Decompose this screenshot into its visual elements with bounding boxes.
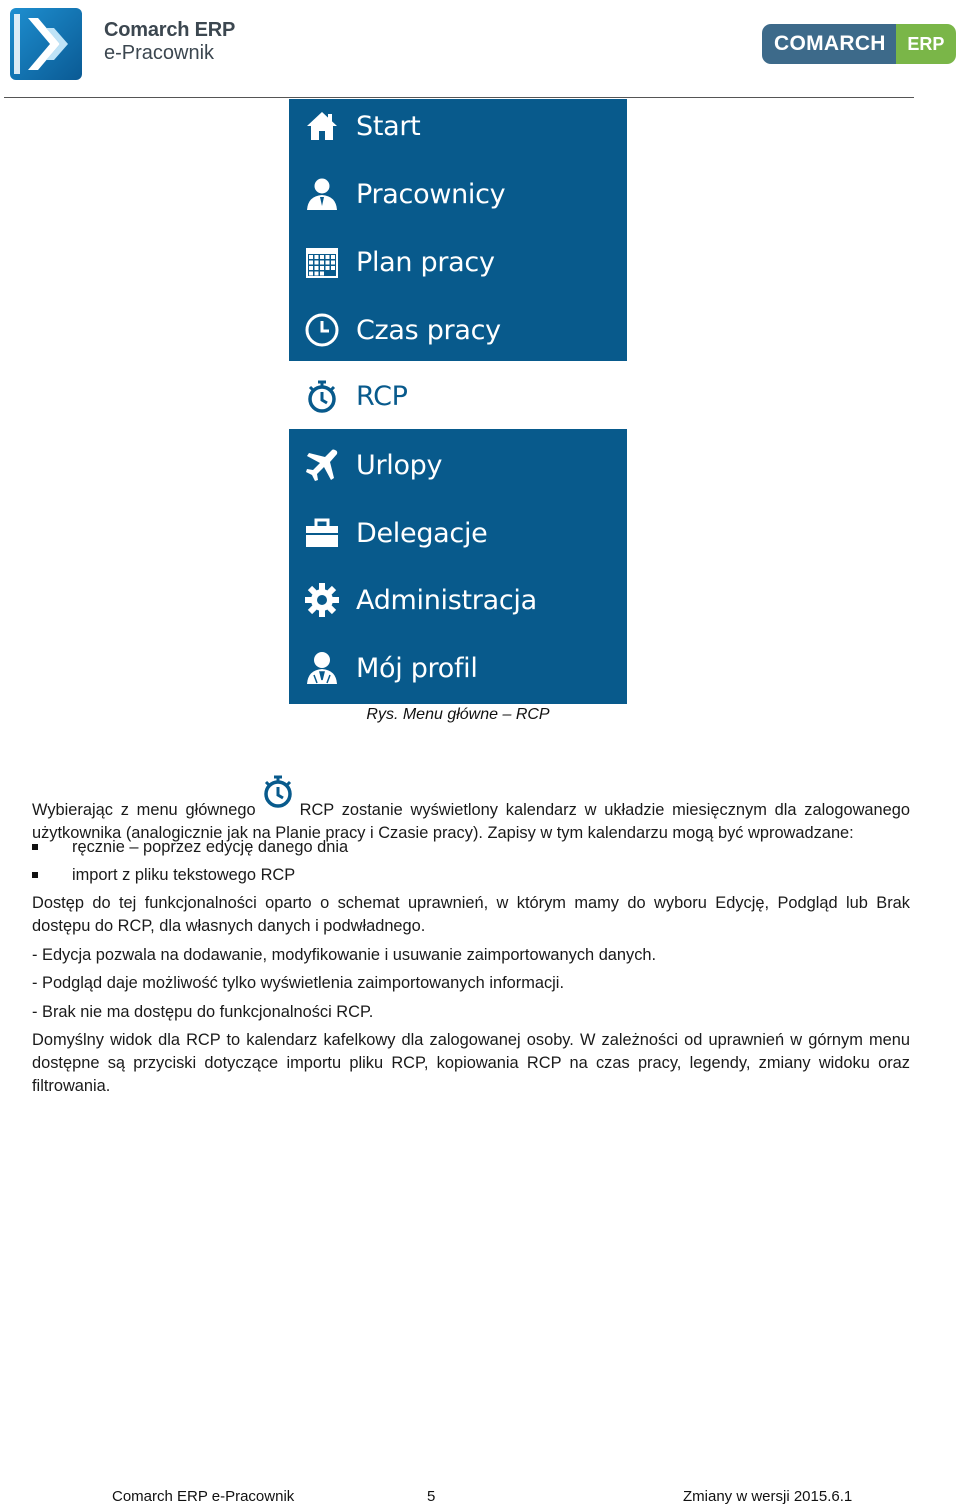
- paragraph-brak: - Brak nie ma dostępu do funkcjonalności RCP.: [32, 1003, 374, 1021]
- menu-item-label: Mój profil: [356, 652, 478, 684]
- main-menu: [289, 99, 627, 704]
- brand-right-text: ERP: [896, 24, 956, 64]
- menu-item-label: RCP: [356, 380, 408, 412]
- gear-icon: [304, 582, 340, 618]
- bullet-text: import z pliku tekstowego RCP: [72, 866, 296, 884]
- menu-item-administracja[interactable]: [289, 566, 627, 634]
- paragraph-default-view: Domyślny widok dla RCP to kalendarz kafelkowy dla zalogowanej osoby. W zależności od uprawnień w górnym menu dostępne są przyciski dotyczące importu pliku RCP, kopiowania RCP na czas pracy, legendy, zmiany widoku oraz filtrowania.: [32, 1031, 910, 1095]
- product-name: [104, 20, 235, 63]
- profile-icon: [304, 650, 340, 686]
- bullet-marker: [32, 872, 38, 878]
- stopwatch-icon: [304, 378, 340, 414]
- menu-item-czas-pracy[interactable]: [289, 296, 627, 364]
- stopwatch-icon: [260, 773, 296, 809]
- paragraph-podglad: - Podgląd daje możliwość tylko wyświetlenia zaimportowanych informacji.: [32, 974, 564, 992]
- briefcase-icon: [304, 515, 340, 551]
- menu-item-label: Czas pracy: [356, 314, 501, 346]
- bullet-item: [32, 864, 295, 887]
- footer-page-number: 5: [427, 1488, 436, 1505]
- menu-item-rcp[interactable]: [289, 362, 627, 430]
- bullet-text: ręcznie – poprzez edycję danego dnia: [72, 838, 349, 856]
- airplane-icon: [304, 447, 340, 483]
- menu-item-label: Plan pracy: [356, 246, 495, 278]
- intro-text-before: Wybierając z menu głównego: [32, 801, 256, 819]
- bullet-item: [32, 836, 348, 859]
- menu-item-label: Pracownicy: [356, 178, 506, 210]
- brand-left-text: COMARCH: [762, 24, 896, 64]
- menu-item-label: Start: [356, 110, 421, 142]
- intro-text-after: RCP zostanie wyświetlony kalendarz w układzie miesięcznym dla zalogowanego użytkownika (analogicznie jak na Planie pracy i Czasie pracy). Zapisy w tym kalendarzu mogą być wprowadzane:: [32, 801, 910, 842]
- menu-item-delegacje[interactable]: [289, 499, 627, 567]
- bullet-marker: [32, 844, 38, 850]
- menu-item-label: Urlopy: [356, 449, 443, 481]
- menu-item-moj-profil[interactable]: [289, 634, 627, 702]
- home-icon: [304, 108, 340, 144]
- clock-icon: [304, 312, 340, 348]
- comarch-logo-icon: [10, 8, 82, 80]
- paragraph-permissions: Dostęp do tej funkcjonalności oparto o schemat uprawnień, w którym mamy do wyboru Edycję, Podgląd lub Brak dostępu do RCP, dla własnych danych i podwładnego.: [32, 894, 910, 935]
- footer-version: Zmiany w wersji 2015.6.1: [683, 1488, 853, 1505]
- menu-item-plan-pracy[interactable]: [289, 228, 627, 296]
- menu-item-urlopy[interactable]: [289, 431, 627, 499]
- menu-item-start[interactable]: [289, 92, 627, 160]
- paragraph-edycja: - Edycja pozwala na dodawanie, modyfikowanie i usuwanie zaimportowanych danych.: [32, 946, 657, 964]
- menu-item-pracownicy[interactable]: [289, 160, 627, 228]
- comarch-erp-badge: [762, 24, 956, 64]
- user-icon: [304, 176, 340, 212]
- footer-product: Comarch ERP e-Pracownik: [112, 1488, 295, 1505]
- figure-caption: Rys. Menu główne – RCP: [366, 706, 550, 723]
- calendar-icon: [304, 244, 340, 280]
- menu-item-label: Delegacje: [356, 517, 488, 549]
- menu-item-label: Administracja: [356, 584, 537, 616]
- product-name-line1: Comarch ERP: [104, 19, 236, 41]
- product-name-line2: e-Pracownik: [104, 42, 215, 64]
